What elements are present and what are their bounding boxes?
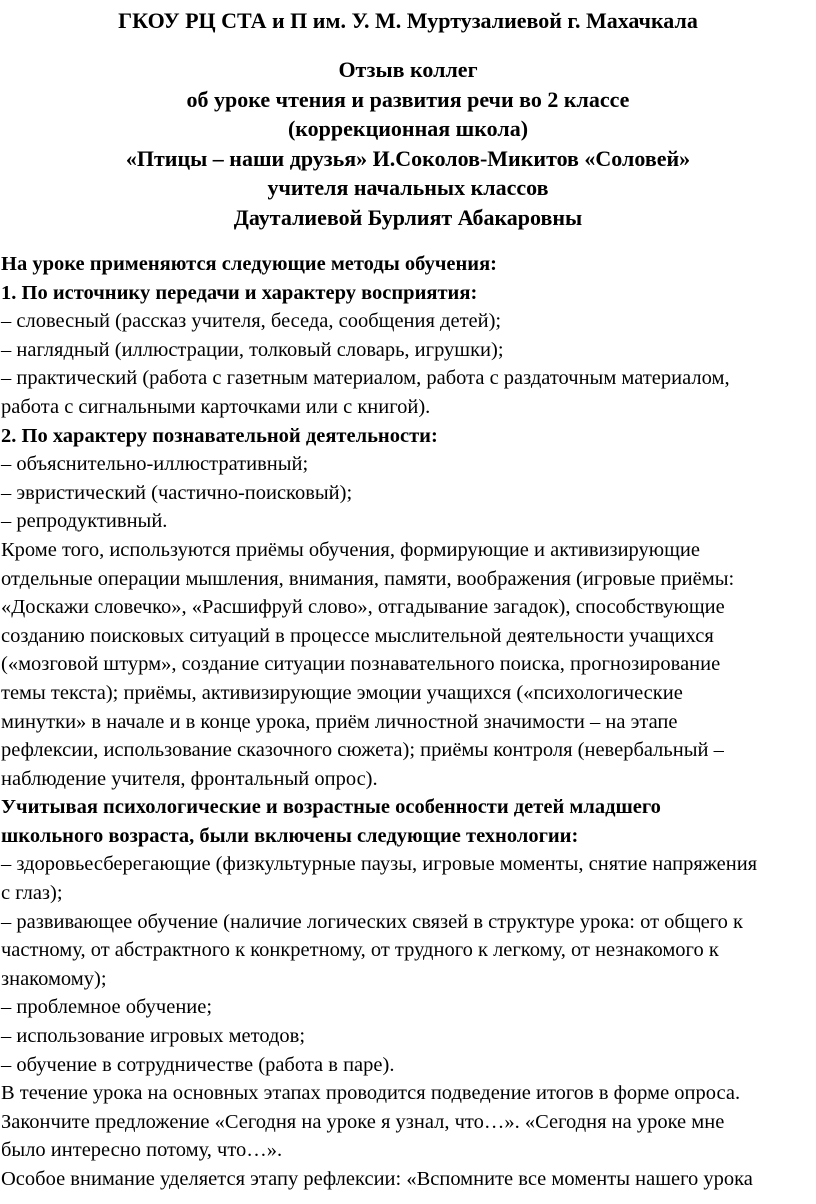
title-line: об уроке чтения и развития речи во 2 классе: [186, 86, 630, 112]
body-text-line: – практический (работа с газетным материалом, работа с раздаточным материалом,: [1, 367, 730, 390]
body-text-line: Кроме того, используются приёмы обучения, формирующие и активизирующие: [1, 538, 700, 561]
body-text-line: было интересно потому, что…».: [1, 1139, 283, 1162]
body-text-line: частному, от абстрактного к конкретному, от трудного к легкому, от незнакомого к: [1, 939, 719, 962]
body-text-line: – проблемное обучение;: [1, 996, 213, 1019]
body-text-line: работа с сигнальными карточками или с книгой).: [1, 395, 431, 418]
body-heading-line: 1. По источнику передачи и характеру восприятия:: [1, 281, 478, 304]
body-text-line: – обучение в сотрудничестве (работа в паре).: [1, 1053, 395, 1076]
body-text-line: минутки» в начале и в конце урока, приём личностной значимости – на этапе: [1, 710, 678, 733]
body-text-line: – использование игровых методов;: [1, 1025, 306, 1048]
body-text-line: – репродуктивный.: [1, 510, 168, 533]
title-line: «Птицы – наши друзья» И.Соколов-Микитов «Соловей»: [125, 145, 691, 171]
body-text-line: «Доскажи словечко», «Расшифруй слово», отгадывание загадок), способствующие: [1, 596, 725, 619]
body-text-line: Закончите предложение «Сегодня на уроке я узнал, что…». «Сегодня на уроке мне: [1, 1110, 725, 1133]
body-text-line: – эвристический (частично-поисковый);: [1, 481, 353, 504]
title-line: Дауталиевой Бурлият Абакаровны: [233, 204, 583, 230]
body-heading-line: Учитывая психологические и возрастные особенности детей младшего: [1, 796, 661, 819]
body-text-line: созданию поисковых ситуаций в процессе мыслительной деятельности учащихся: [1, 624, 714, 647]
body-text-line: В течение урока на основных этапах проводится подведение итогов в форме опроса.: [1, 1082, 741, 1105]
body-heading-line: На уроке применяются следующие методы обучения:: [1, 253, 498, 275]
body-text-line: знакомому);: [1, 967, 107, 990]
body-text-line: Особое внимание уделяется этапу рефлексии: «Вспомните все моменты нашего урока: [1, 1168, 753, 1190]
body-text-line: – наглядный (иллюстрации, толковый словарь, игрушки);: [1, 338, 504, 361]
body-heading-line: 2. По характеру познавательной деятельности:: [1, 424, 438, 447]
body-text-line: отдельные операции мышления, внимания, памяти, воображения (игровые приёмы:: [1, 567, 735, 590]
body-text-line: с глаз);: [1, 882, 63, 905]
document-title: [0, 55, 816, 232]
body-text-line: – словесный (рассказ учителя, беседа, сообщения детей);: [1, 310, 502, 333]
body-text-line: рефлексии, использование сказочного сюжета); приёмы контроля (невербальный –: [1, 739, 724, 762]
title-line: учителя начальных классов: [267, 175, 549, 200]
document-body: [1, 250, 807, 1194]
body-text-line: темы текста); приёмы, активизирующие эмоции учащихся («психологические: [1, 681, 683, 704]
body-text-line: – здоровьесберегающие (физкультурные паузы, игровые моменты, снятие напряжения: [1, 853, 758, 876]
body-text-line: – развивающее обучение (наличие логических связей в структуре урока: от общего к: [1, 910, 743, 933]
title-line: Отзыв коллег: [338, 57, 478, 82]
body-text-line: наблюдение учителя, фронтальный опрос).: [1, 767, 378, 790]
body-text-line: («мозговой штурм», создание ситуации познавательного поиска, прогнозирование: [1, 653, 721, 676]
organization-name: ГКОУ РЦ СТА и П им. У. М. Муртузалиевой г. Махачкала: [118, 8, 698, 33]
body-text-line: – объяснительно-иллюстративный;: [1, 453, 309, 476]
body-heading-line: школьного возраста, были включены следующие технологии:: [1, 824, 579, 847]
title-line: (коррекционная школа): [287, 116, 529, 141]
